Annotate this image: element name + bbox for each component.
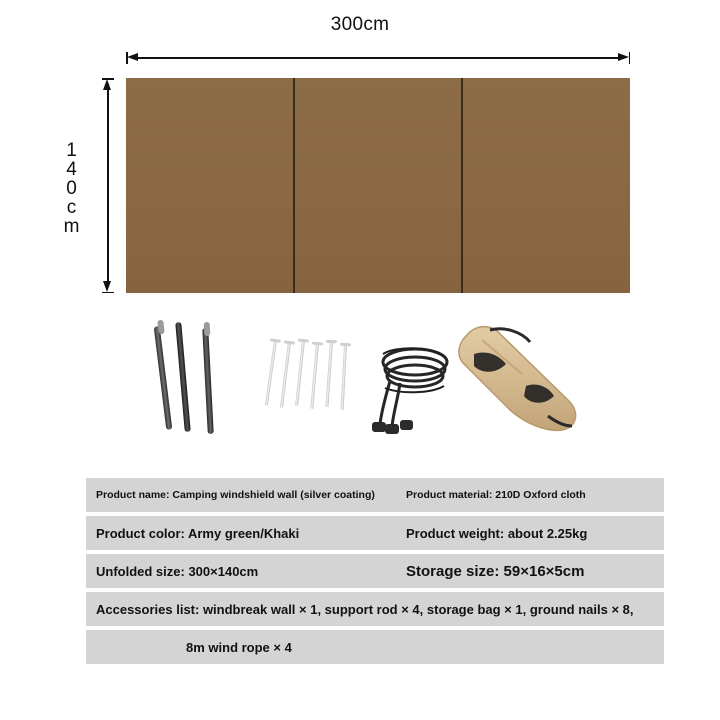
ground-nails-icon [268, 334, 358, 434]
width-dimension-label: 300cm [330, 14, 390, 35]
wall-panel-3 [461, 78, 630, 293]
spec-unfolded-size: Unfolded size: 300×140cm [96, 563, 259, 579]
windshield-wall-illustration [126, 78, 630, 293]
height-arrow-top-head-icon [103, 79, 111, 90]
product-spec-table [86, 478, 664, 668]
width-arrow-line [132, 57, 624, 59]
spec-product-color: Product color: Army green/Khaki [96, 525, 300, 541]
table-row [86, 516, 664, 550]
height-arrow-line [107, 84, 109, 287]
spec-product-weight: Product weight: about 2.25kg [406, 525, 588, 541]
width-arrow-right-head-icon [618, 53, 629, 61]
storage-bag-icon [430, 324, 590, 442]
spec-accessories-list: Accessories list: windbreak wall × 1, support rod × 4, storage bag × 1, ground nails × 8, [96, 601, 634, 617]
width-dimension-arrow [126, 52, 630, 64]
table-row [86, 554, 664, 588]
height-dimension-label: 140cm [61, 140, 82, 235]
spec-accessories-list-continued: 8m wind rope × 4 [186, 639, 292, 655]
spec-storage-size: Storage size: 59×16×5cm [406, 562, 585, 580]
spec-product-material: Product material: 210D Oxford cloth [406, 489, 586, 501]
width-arrow-left-head-icon [127, 53, 138, 61]
spec-product-name: Product name: Camping windshield wall (silver coating) [96, 489, 375, 501]
accessories-illustration-row [0, 320, 720, 450]
product-dimension-diagram [0, 0, 720, 320]
height-arrow-bottom-head-icon [103, 281, 111, 292]
wall-panel-1 [126, 78, 293, 293]
wall-panel-2 [293, 78, 462, 293]
table-row [86, 592, 664, 626]
height-dimension-arrow [102, 78, 114, 293]
table-row [86, 478, 664, 512]
table-row [86, 630, 664, 664]
